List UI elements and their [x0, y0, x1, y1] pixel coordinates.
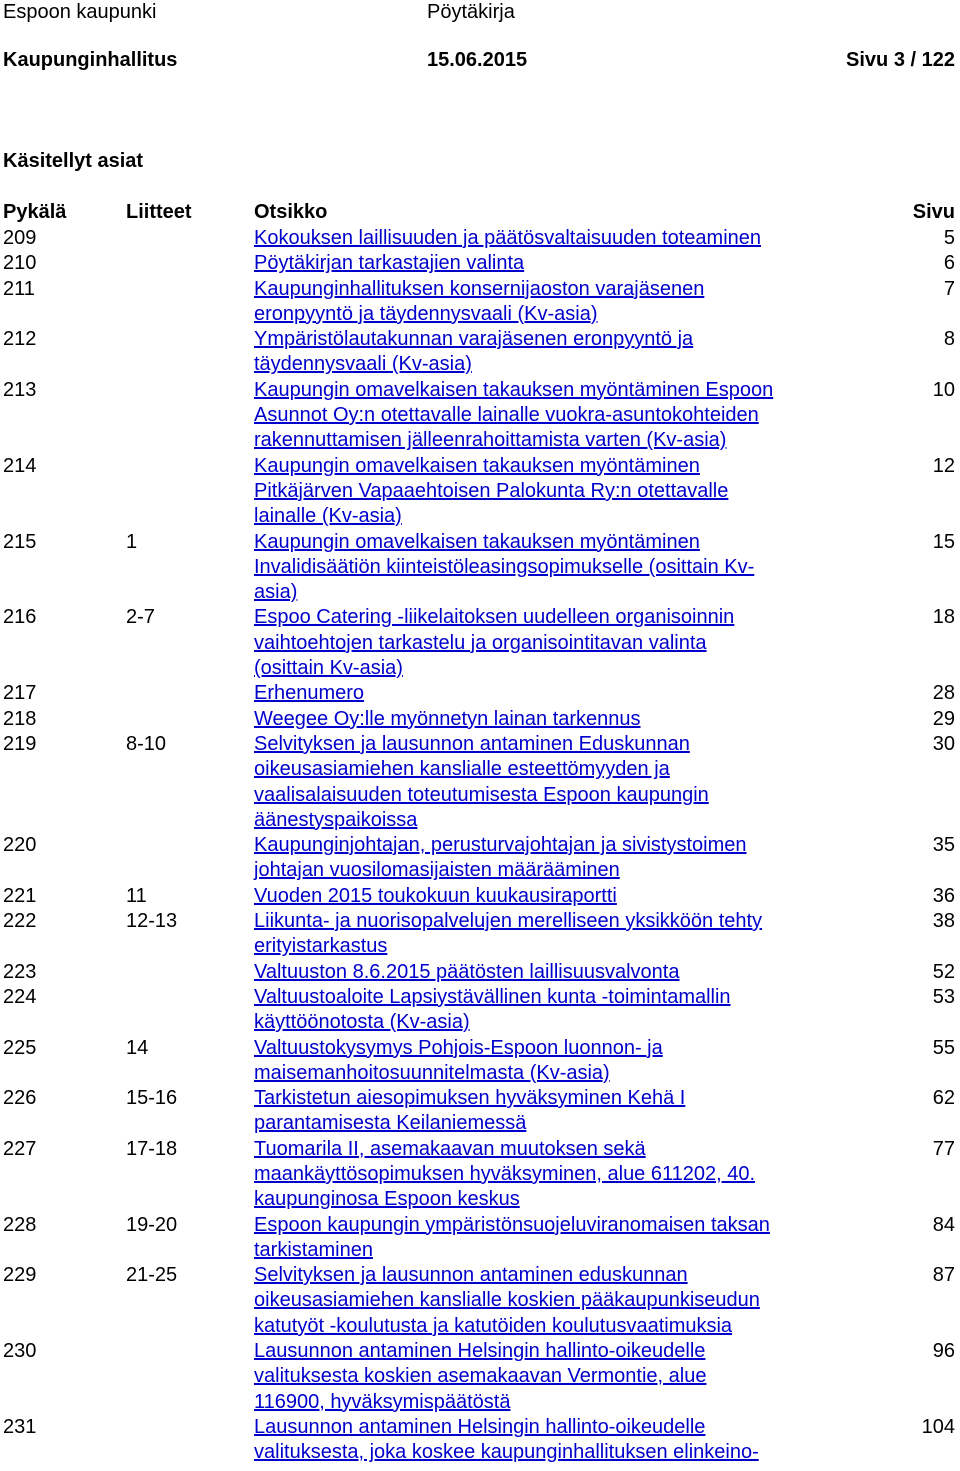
row-title-link[interactable] [254, 1086, 824, 1137]
table-row [3, 530, 955, 606]
row-title-line: valituksesta koskien asemakaavan Vermontie, alue [254, 1365, 707, 1388]
row-page-number: 6 [943, 252, 955, 275]
row-title-line: Kaupungin omavelkaisen takauksen myöntäminen [254, 454, 700, 477]
row-title-link[interactable] [254, 1137, 824, 1213]
row-page-number: 10 [932, 378, 955, 401]
row-title-line: Ympäristölautakunnan varajäsenen eronpyyntö ja [254, 328, 694, 351]
row-attachments: 12-13 [126, 910, 178, 933]
row-section-number: 220 [3, 834, 37, 857]
row-page-number: 36 [932, 884, 955, 907]
row-title-link[interactable] [254, 327, 824, 378]
row-page-number: 53 [932, 985, 955, 1008]
table-row [3, 985, 955, 1036]
row-page-number: 87 [932, 1264, 955, 1287]
row-section-number: 213 [3, 378, 37, 401]
document-type: Pöytäkirja [427, 1, 515, 23]
row-attachments: 1 [126, 530, 138, 553]
row-page-number: 55 [932, 1036, 955, 1059]
row-section-number: 211 [3, 277, 35, 300]
row-page-number: 52 [932, 960, 955, 983]
row-title-line: Kaupunginhallituksen konsernijaoston varajäsenen [254, 277, 705, 300]
row-title-link[interactable] [254, 833, 824, 884]
column-header-page: Sivu [912, 201, 955, 223]
row-title-link[interactable] [254, 884, 824, 909]
row-section-number: 224 [3, 985, 37, 1008]
table-row [3, 1137, 955, 1213]
row-title-link[interactable] [254, 732, 824, 833]
row-title-link[interactable] [254, 605, 824, 681]
row-attachments: 15-16 [126, 1087, 178, 1110]
meeting-date: 15.06.2015 [427, 49, 528, 71]
row-page-number: 28 [932, 682, 955, 705]
table-row [3, 251, 955, 276]
table-header [3, 200, 955, 225]
row-title-line: Espoon kaupungin ympäristönsuojeluviranomaisen taksan [254, 1213, 770, 1236]
row-title-line: äänestyspaikoissa [254, 808, 418, 831]
row-title-line: Weegee Oy:lle myönnetyn lainan tarkennus [254, 707, 641, 730]
row-title-line: Kaupunginjohtajan, perusturvajohtajan ja sivistystoimen [254, 834, 747, 857]
row-section-number: 212 [3, 328, 37, 351]
row-section-number: 216 [3, 606, 37, 629]
row-title-link[interactable] [254, 454, 824, 530]
row-title-link[interactable] [254, 1213, 824, 1264]
row-title-line: Valtuuston 8.6.2015 päätösten laillisuusvalvonta [254, 960, 680, 983]
row-page-number: 84 [932, 1213, 955, 1236]
row-title-line: Selvityksen ja lausunnon antaminen eduskunnan [254, 1264, 688, 1287]
row-title-line: johtajan vuosilomasijaisten määrääminen [254, 859, 620, 882]
row-page-number: 62 [932, 1087, 955, 1110]
row-page-number: 5 [943, 227, 955, 249]
row-title-line: kaupunginosa Espoon keskus [254, 1188, 520, 1211]
table-row [3, 960, 955, 985]
row-title-line: Selvityksen ja lausunnon antaminen Eduskunnan [254, 732, 690, 755]
row-title-link[interactable] [254, 226, 824, 251]
row-attachments: 17-18 [126, 1137, 178, 1160]
row-section-number: 218 [3, 707, 37, 730]
column-header-title: Otsikko [254, 201, 328, 223]
row-title-line: Tuomarila II, asemakaavan muutoksen sekä [254, 1137, 646, 1160]
row-title-link[interactable] [254, 960, 824, 985]
row-title-line: katutyöt -koulutusta ja katutöiden koulutusvaatimuksia [254, 1314, 733, 1337]
row-attachments: 8-10 [126, 732, 167, 755]
row-title-line: oikeusasiamiehen kanslialle koskien pääkaupunkiseudun [254, 1289, 760, 1312]
row-title-link[interactable] [254, 985, 824, 1036]
row-title-line: rakennuttamisen jälleenrahoittamista varten (Kv-asia) [254, 429, 727, 452]
row-title-line: lainalle (Kv-asia) [254, 505, 402, 528]
row-section-number: 225 [3, 1036, 37, 1059]
row-title-line: täydennysvaali (Kv-asia) [254, 353, 472, 376]
row-title-line: Valtuustokysymys Pohjois-Espoon luonnon- ja [254, 1036, 663, 1059]
row-section-number: 221 [3, 884, 37, 907]
table-row [3, 1339, 955, 1415]
table-row [3, 681, 955, 706]
row-title-link[interactable] [254, 251, 824, 276]
row-section-number: 215 [3, 530, 37, 553]
table-row [3, 1263, 955, 1339]
row-title-line: parantamisesta Keilaniemessä [254, 1112, 527, 1135]
table-row [3, 707, 955, 732]
row-title-line: Erhenumero [254, 682, 365, 705]
row-title-line: Kaupungin omavelkaisen takauksen myöntäminen [254, 530, 700, 553]
page-number: Sivu 3 / 122 [846, 49, 955, 71]
table-row [3, 1415, 955, 1466]
row-section-number: 223 [3, 960, 37, 983]
table-row [3, 1036, 955, 1087]
organization-name: Espoon kaupunki [3, 1, 157, 23]
row-section-number: 209 [3, 227, 37, 249]
table-row [3, 605, 955, 681]
row-title-line: Lausunnon antaminen Helsingin hallinto-oikeudelle [254, 1340, 706, 1363]
row-title-line: (osittain Kv-asia) [254, 657, 403, 680]
row-section-number: 230 [3, 1340, 37, 1363]
row-page-number: 104 [921, 1415, 955, 1438]
row-title-line: maankäyttösopimuksen hyväksyminen, alue 611202, 40. [254, 1162, 756, 1185]
row-attachments: 2-7 [126, 606, 155, 629]
row-page-number: 18 [932, 606, 955, 629]
row-page-number: 7 [943, 277, 955, 300]
row-title-line: Invalidisäätiön kiinteistöleasingsopimukselle (osittain Kv- [254, 555, 755, 578]
row-title-line: Pitkäjärven Vapaaehtoisen Palokunta Ry:n otettavalle [254, 479, 729, 502]
row-title-line: Valtuustoaloite Lapsiystävällinen kunta -toimintamallin [254, 985, 731, 1008]
table-row [3, 732, 955, 833]
row-title-line: Asunnot Oy:n otettavalle lainalle vuokra-asuntokohteiden [254, 404, 759, 427]
row-section-number: 217 [3, 682, 37, 705]
row-title-line: 116900, hyväksymispäätöstä [254, 1390, 511, 1413]
row-page-number: 12 [932, 454, 955, 477]
row-title-link[interactable] [254, 681, 824, 706]
table-row [3, 833, 955, 884]
row-attachments: 21-25 [126, 1264, 178, 1287]
table-row [3, 277, 955, 328]
row-title-line: erityistarkastus [254, 935, 388, 958]
row-title-line: maisemanhoitosuunnitelmasta (Kv-asia) [254, 1061, 610, 1084]
row-title-link[interactable] [254, 378, 824, 454]
row-title-line: asia) [254, 581, 298, 604]
table-row [3, 454, 955, 530]
row-page-number: 38 [932, 910, 955, 933]
row-title-line: Lausunnon antaminen Helsingin hallinto-oikeudelle [254, 1415, 706, 1438]
table-row [3, 226, 955, 251]
section-title: Käsitellyt asiat [3, 150, 144, 172]
row-title-link[interactable] [254, 1415, 824, 1466]
row-page-number: 29 [932, 707, 955, 730]
row-section-number: 229 [3, 1264, 37, 1287]
row-section-number: 226 [3, 1087, 37, 1110]
row-title-link[interactable] [254, 1263, 824, 1339]
row-title-link[interactable] [254, 277, 824, 328]
row-title-line: Vuoden 2015 toukokuun kuukausiraportti [254, 884, 617, 907]
row-title-line: oikeusasiamiehen kanslialle esteettömyyden ja [254, 758, 670, 781]
row-title-line: Liikunta- ja nuorisopalvelujen merelliseen yksikköön tehty [254, 910, 763, 933]
table-row [3, 884, 955, 909]
row-section-number: 210 [3, 252, 37, 275]
column-header-attachments: Liitteet [126, 201, 192, 223]
row-page-number: 8 [943, 328, 955, 351]
row-page-number: 15 [932, 530, 955, 553]
row-title-line: eronpyyntö ja täydennysvaali (Kv-asia) [254, 302, 598, 325]
row-title-link[interactable] [254, 1036, 824, 1087]
row-section-number: 219 [3, 732, 37, 755]
row-title-line: Pöytäkirjan tarkastajien valinta [254, 252, 525, 275]
row-title-line: käyttöönotosta (Kv-asia) [254, 1011, 470, 1034]
row-section-number: 231 [3, 1415, 37, 1438]
row-title-link[interactable] [254, 707, 824, 732]
row-page-number: 96 [932, 1340, 955, 1363]
governing-body: Kaupunginhallitus [3, 49, 178, 71]
row-title-line: Kokouksen laillisuuden ja päätösvaltaisuuden toteaminen [254, 227, 762, 249]
row-page-number: 35 [932, 834, 955, 857]
row-section-number: 228 [3, 1213, 37, 1236]
row-title-link[interactable] [254, 530, 824, 606]
row-title-line: Kaupungin omavelkaisen takauksen myöntäminen Espoon [254, 378, 774, 401]
row-attachments: 14 [126, 1036, 149, 1059]
table-row [3, 909, 955, 960]
row-section-number: 222 [3, 910, 37, 933]
column-header-section: Pykälä [3, 201, 67, 223]
table-row [3, 378, 955, 454]
row-title-link[interactable] [254, 1339, 824, 1415]
row-title-line: valituksesta, joka koskee kaupunginhallituksen elinkeino- [254, 1441, 759, 1464]
row-title-line: Tarkistetun aiesopimuksen hyväksyminen Kehä I [254, 1087, 686, 1110]
row-page-number: 77 [932, 1137, 955, 1160]
row-title-line: Espoo Catering -liikelaitoksen uudelleen organisoinnin [254, 606, 735, 629]
table-row [3, 327, 955, 378]
row-attachments: 11 [126, 884, 147, 907]
table-row [3, 1213, 955, 1264]
row-title-link[interactable] [254, 909, 824, 960]
row-title-line: vaalisalaisuuden toteutumisesta Espoon kaupungin [254, 783, 709, 806]
row-section-number: 214 [3, 454, 37, 477]
row-title-line: vaihtoehtojen tarkastelu ja organisointitavan valinta [254, 631, 707, 654]
table-row [3, 1086, 955, 1137]
row-title-line: tarkistaminen [254, 1238, 373, 1261]
row-attachments: 19-20 [126, 1213, 178, 1236]
row-page-number: 30 [932, 732, 955, 755]
agenda-table [3, 226, 955, 1466]
row-section-number: 227 [3, 1137, 37, 1160]
